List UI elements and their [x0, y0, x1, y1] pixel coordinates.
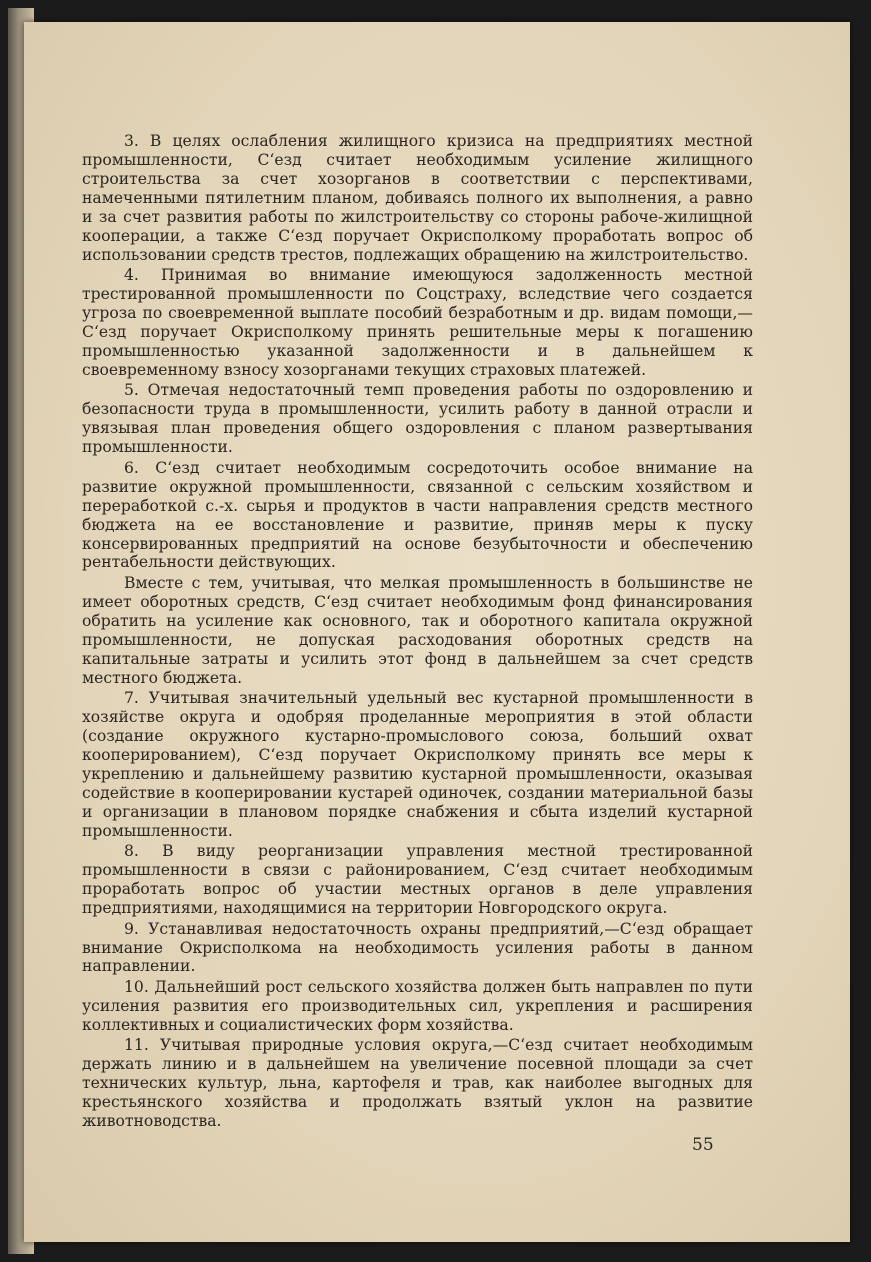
paragraph-10: 10. Дальнейший рост сельского хозяйства должен быть направлен по пути усиления развития его производительных сил, укрепления и расширения коллективных и социалистических форм хозяйства. — [82, 977, 753, 1034]
paragraph-6-continued: Вместе с тем, учитывая, что мелкая промышленность в большинстве не имеет оборотных средств, С‘езд считает необходимым фонд финансирования обратить на усиление как основного, так и оборотного капитала окружной промышленности, не допуская расходования оборотных средств на капитальные затраты и усилить этот фонд в дальнейшем за счет средств местного бюджета. — [82, 573, 753, 687]
paragraph-11: 11. Учитывая природные условия округа,—С‘езд считает необходимым держать линию и в дальнейшем на увеличение посевной площади за счет технических культур, льна, картофеля и трав, как наиболее выгодных для крестьянского хозяйства и продолжать взятый уклон на развитие животноводства. — [82, 1036, 753, 1131]
paragraph-6: 6. С‘езд считает необходимым сосредоточить особое внимание на развитие окружной промышленности, связанной с сельским хозяйством и переработкой с.-х. сырья и продуктов в части направления средств местного бюджета на ее восстановление и развитие, приняв меры к пуску консервированных предприятий на основе безубыточности и обеспечению рентабельности действующих. — [82, 458, 753, 572]
paragraph-9: 9. Устанавливая недостаточность охраны предприятий,—С‘езд обращает внимание Окрисполкома на необходимость усиления работы в данном направлении. — [82, 919, 753, 976]
resolution-text — [82, 132, 753, 1133]
paragraph-7: 7. Учитывая значительный удельный вес кустарной промышленности в хозяйстве округа и одобряя проделанные мероприятия в этой области (создание окружного кустарно-промыслового союза, больший охват кооперированием), С‘езд поручает Окрисполкому принять все меры к укреплению и дальнейшему развитию кустарной промышленности, оказывая содействие в кооперировании кустарей одиночек, создании материальной базы и организации в плановом порядке снабжения и сбыта изделий кустарной промышленности. — [82, 689, 753, 840]
paragraph-3: 3. В целях ослабления жилищного кризиса на предприятиях местной промышленности, С‘езд считает необходимым усиление жилищного строительства за счет хозорганов в соответствии с перспективами, намеченными пятилетним планом, добиваясь полного их выполнения, а равно и за счет развития работы по жилстроительству со стороны рабоче-жилищной кооперации, а также С‘езд поручает Окрисполкому проработать вопрос об использовании средств трестов, подлежащих обращению на жилстроительство. — [82, 132, 753, 264]
page-number: 55 — [692, 1135, 714, 1155]
paragraph-4: 4. Принимая во внимание имеющуюся задолженность местной трестированной промышленности по Соцстраху, вследствие чего создается угроза по своевременной выплате пособий безработным и др. видам помощи,— С‘езд поручает Окрисполкому принять решительные меры к погашению промышленностью указанной задолженности и в дальнейшем к своевременному взносу хозорганами текущих страховых платежей. — [82, 266, 753, 379]
book-page — [24, 22, 850, 1242]
paragraph-8: 8. В виду реорганизации управления местной трестированной промышленности в связи с районированием, С‘езд считает необходимым проработать вопрос об участии местных органов в деле управления предприятиями, находящимися на территории Новгородского округа. — [82, 842, 753, 918]
paragraph-5: 5. Отмечая недостаточный темп проведения работы по оздоровлению и безопасности труда в промышленности, усилить работу в данной отрасли и увязывая план проведения общего оздоровления с планом развертывания промышленности. — [82, 381, 753, 457]
